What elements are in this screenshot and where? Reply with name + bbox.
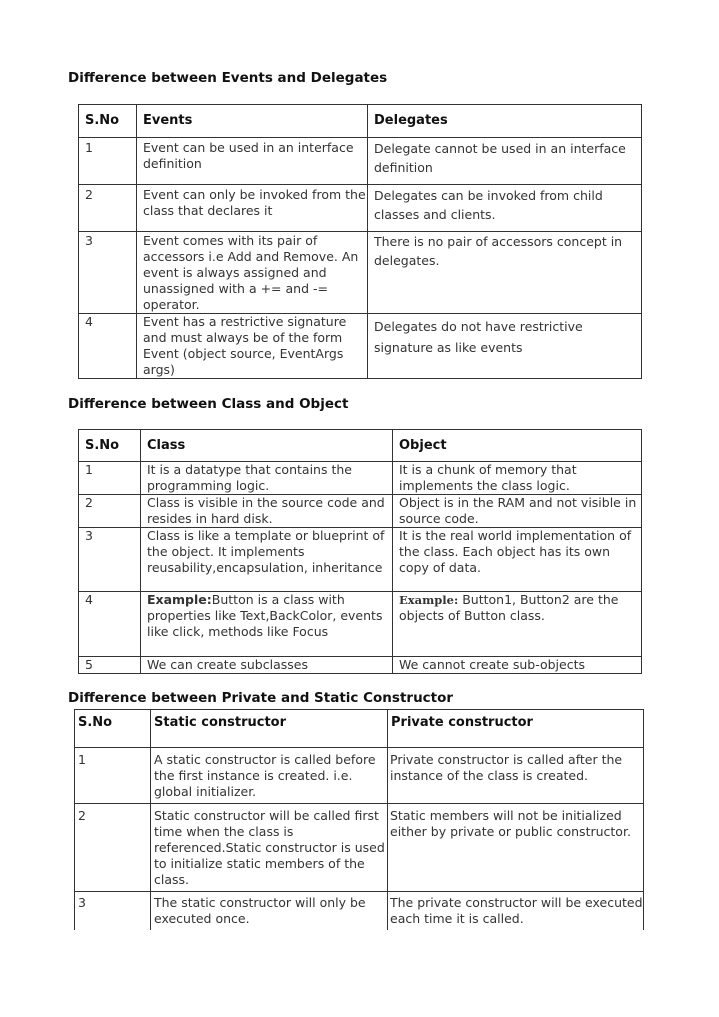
cell-private: The private constructor will be executed each time it is called. <box>388 892 644 930</box>
cell-object <box>393 592 642 657</box>
cell-object: It is the real world implementation of the class. Each object has its own copy of data. <box>393 528 642 592</box>
cell-object: It is a chunk of memory that implements the class logic. <box>393 462 642 495</box>
header-sno: S.No <box>79 430 141 462</box>
cell-class: Class is like a template or blueprint of the object. It implements reusability,encapsulation, inheritance <box>141 528 393 592</box>
table-row <box>79 592 642 657</box>
cell-object: Object is in the RAM and not visible in source code. <box>393 495 642 528</box>
header-events: Events <box>137 105 368 138</box>
class-example-text: Button is a class with properties like Text,BackColor, events like click, methods like Focus <box>147 592 383 639</box>
example-label: Example: <box>147 592 212 607</box>
header-class: Class <box>141 430 393 462</box>
header-sno: S.No <box>79 105 137 138</box>
example-label: Example: <box>399 593 459 607</box>
cell-sno: 3 <box>79 528 141 592</box>
header-sno: S.No <box>75 710 151 748</box>
table-row <box>79 462 642 495</box>
cell-static: The static constructor will only be executed once. <box>151 892 388 930</box>
cell-class: Class is visible in the source code and resides in hard disk. <box>141 495 393 528</box>
cell-object: We cannot create sub-objects <box>393 657 642 674</box>
table-row <box>79 185 642 232</box>
header-object: Object <box>393 430 642 462</box>
header-delegates: Delegates <box>368 105 642 138</box>
table-row <box>79 138 642 185</box>
cell-events: Event has a restrictive signature and must always be of the form Event (object source, EventArgs args) <box>137 314 368 379</box>
table-row <box>79 528 642 592</box>
table-row <box>75 748 644 804</box>
table-events-delegates <box>78 104 642 379</box>
cell-sno: 1 <box>79 462 141 495</box>
cell-sno: 2 <box>79 185 137 232</box>
header-private: Private constructor <box>388 710 644 748</box>
table-row <box>79 495 642 528</box>
table-row <box>75 892 644 930</box>
cell-sno: 3 <box>75 892 151 930</box>
cell-private: Private constructor is called after the instance of the class is created. <box>388 748 644 804</box>
heading-class-object: Difference between Class and Object <box>68 396 349 412</box>
cell-delegates: Delegates do not have restrictive signature as like events <box>368 314 642 379</box>
cell-static: A static constructor is called before the first instance is created. i.e. global initializer. <box>151 748 388 804</box>
cell-events: Event comes with its pair of accessors i.e Add and Remove. An event is always assigned and unassigned with a += and -= operator. <box>137 232 368 314</box>
cell-events: Event can be used in an interface definition <box>137 138 368 185</box>
heading-private-static: Difference between Private and Static Constructor <box>68 690 454 706</box>
table-header-row <box>79 430 642 462</box>
cell-sno: 3 <box>79 232 137 314</box>
table-private-static <box>74 709 644 930</box>
cell-delegates: There is no pair of accessors concept in delegates. <box>368 232 642 314</box>
cell-delegates: Delegates can be invoked from child classes and clients. <box>368 185 642 232</box>
table-row <box>75 804 644 892</box>
table-row <box>79 314 642 379</box>
table-row <box>79 232 642 314</box>
cell-sno: 2 <box>79 495 141 528</box>
table-header-row <box>75 710 644 748</box>
table-row <box>79 657 642 674</box>
object-example-text: Button1, Button2 are the objects of Button class. <box>399 592 619 623</box>
cell-sno: 4 <box>79 592 141 657</box>
cell-sno: 2 <box>75 804 151 892</box>
cell-class <box>141 592 393 657</box>
cell-events: Event can only be invoked from the class that declares it <box>137 185 368 232</box>
cell-delegates: Delegate cannot be used in an interface definition <box>368 138 642 185</box>
cell-sno: 5 <box>79 657 141 674</box>
heading-events-delegates: Difference between Events and Delegates <box>68 70 388 86</box>
cell-sno: 1 <box>79 138 137 185</box>
table-header-row <box>79 105 642 138</box>
cell-sno: 4 <box>79 314 137 379</box>
cell-static: Static constructor will be called first time when the class is referenced.Static constructor is used to initialize static members of the class. <box>151 804 388 892</box>
cell-private: Static members will not be initialized either by private or public constructor. <box>388 804 644 892</box>
cell-class: It is a datatype that contains the programming logic. <box>141 462 393 495</box>
table-class-object <box>78 429 642 674</box>
cell-sno: 1 <box>75 748 151 804</box>
cell-class: We can create subclasses <box>141 657 393 674</box>
header-static: Static constructor <box>151 710 388 748</box>
